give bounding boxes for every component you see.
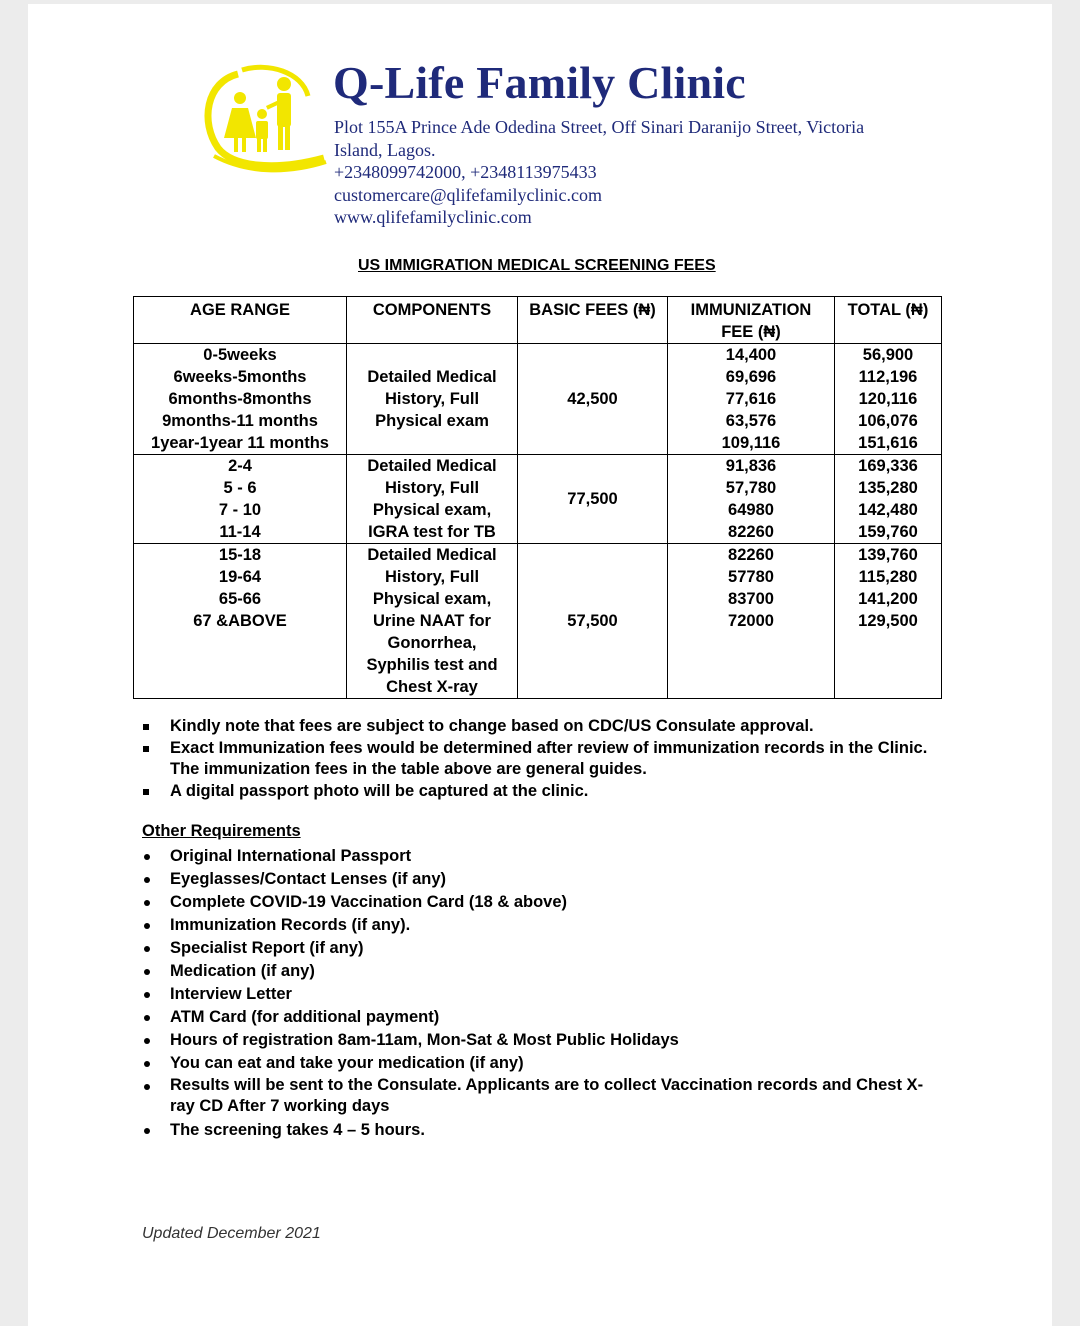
requirement-text: Medication (if any) [170,962,315,980]
table-row [134,544,942,567]
age-cell: 19-64 [134,566,347,588]
contact-block [334,116,954,229]
requirement-text: Specialist Report (if any) [170,939,364,957]
square-bullet-icon [143,724,149,730]
age-range-header: AGE RANGE [134,297,347,344]
age-cell: 1year-1year 11 months [134,432,347,455]
square-bullet-icon [143,746,149,752]
address-line-1: Plot 155A Prince Ade Odedina Street, Off Sinari Daranijo Street, Victoria [334,117,865,137]
requirement-text: Interview Letter [170,985,292,1003]
total-cell: 120,116 [835,388,942,410]
age-cell: 65-66 [134,588,347,610]
total-cell: 169,336 [835,455,942,478]
note-text: Exact Immunization fees would be determined after review of immunization records in the Clinic. The immunization fees in the table above are general guides. [170,738,928,778]
note-text: Kindly note that fees are subject to change based on CDC/US Consulate approval. [170,717,814,735]
list-item [140,891,930,914]
total-cell: 56,900 [835,344,942,367]
email-address: customercare@qlifefamilyclinic.com [334,184,602,205]
total-cell: 159,760 [835,521,942,544]
component-line: Gonorrhea, [387,634,477,652]
immunization-fee-header [668,297,835,344]
requirement-text: ATM Card (for additional payment) [170,1008,440,1026]
basic-fees-header: BASIC FEES (₦) [518,297,668,344]
bullet-icon [144,992,150,998]
total-cell: 129,500 [835,610,942,632]
immunization-cell: 64980 [668,499,835,521]
website-url: www.qlifefamilyclinic.com [334,207,532,227]
updated-date: Updated December 2021 [142,1225,321,1242]
bullet-icon [144,1061,150,1067]
immunization-cell: 83700 [668,588,835,610]
component-line: History, Full [384,479,480,497]
bullet-icon [144,854,150,860]
bullet-icon [144,1128,150,1134]
total-cell: 139,760 [835,544,942,567]
fees-table [133,296,942,699]
document-title: US IMMIGRATION MEDICAL SCREENING FEES [358,257,716,274]
age-cell: 6weeks-5months [134,366,347,388]
component-line: Detailed Medical [367,368,497,386]
list-item [140,868,930,891]
total-cell: 142,480 [835,499,942,521]
immunization-cell: 57,780 [668,477,835,499]
empty-cell [835,632,942,699]
component-line: Urine NAAT for [373,612,491,630]
component-line: History, Full [384,568,480,586]
total-cell: 135,280 [835,477,942,499]
requirement-text: Original International Passport [170,847,412,865]
list-item [140,716,930,738]
list-item [140,845,930,868]
immunization-cell: 69,696 [668,366,835,388]
components-cell [347,344,518,455]
list-item [140,738,930,781]
component-line: Chest X-ray [386,678,478,696]
total-cell: 115,280 [835,566,942,588]
list-item [140,781,930,803]
component-line: Syphilis test and [366,656,498,674]
immunization-cell: 57780 [668,566,835,588]
component-line: Physical exam, [372,501,492,519]
requirement-text: Hours of registration 8am-11am, Mon-Sat & Most Public Holidays [170,1031,679,1049]
age-cell: 15-18 [134,544,347,567]
total-cell: 112,196 [835,366,942,388]
phone-numbers: +2348099742000, +2348113975433 [334,162,597,182]
bullet-icon [144,1015,150,1021]
components-cell [347,544,518,699]
square-bullet-icon [143,789,149,795]
age-cell: 7 - 10 [134,499,347,521]
age-cell: 9months-11 months [134,410,347,432]
basic-fee-cell: 42,500 [518,344,668,455]
address-line-2: Island, Lagos. [334,139,436,160]
component-line: Physical exam [375,412,489,430]
age-cell: 67 &ABOVE [134,610,347,632]
requirement-text: The screening takes 4 – 5 hours. [170,1121,425,1139]
empty-cell [134,632,347,699]
age-cell: 6months-8months [134,388,347,410]
immunization-cell: 72000 [668,610,835,632]
list-item [140,983,930,1006]
table-header-row [134,297,942,344]
total-cell: 106,076 [835,410,942,432]
list-item [140,1006,930,1029]
age-cell: 0-5weeks [134,344,347,367]
immunization-cell: 82260 [668,544,835,567]
requirement-text: Immunization Records (if any). [170,916,411,934]
other-requirements-heading: Other Requirements [142,822,301,840]
component-line: Physical exam, [372,590,492,608]
fee-notes-list [140,716,930,802]
immunization-header-line2: FEE (₦) [721,323,781,341]
immunization-cell: 77,616 [668,388,835,410]
empty-cell [668,632,835,699]
list-item [140,1052,930,1075]
requirements-list [140,845,930,1142]
component-line: Detailed Medical [367,457,497,475]
basic-fee-cell: 57,500 [518,544,668,699]
component-line: History, Full [384,390,480,408]
age-cell: 11-14 [134,521,347,544]
immunization-header-line1: IMMUNIZATION [690,301,812,319]
list-item [140,1119,930,1142]
component-line: Detailed Medical [367,546,497,564]
requirement-text: Complete COVID-19 Vaccination Card (18 & above) [170,893,568,911]
table-row [134,344,942,367]
bullet-icon [144,900,150,906]
requirement-text: Eyeglasses/Contact Lenses (if any) [170,870,447,888]
immunization-cell: 109,116 [668,432,835,455]
bullet-icon [144,877,150,883]
components-cell [347,455,518,544]
immunization-cell: 91,836 [668,455,835,478]
age-cell: 2-4 [134,455,347,478]
components-header: COMPONENTS [347,297,518,344]
list-item [140,960,930,983]
age-cell: 5 - 6 [134,477,347,499]
total-cell: 141,200 [835,588,942,610]
clinic-name: Q-Life Family Clinic [333,57,746,108]
immunization-cell: 82260 [668,521,835,544]
component-line: IGRA test for TB [368,523,496,541]
basic-fee-cell: 77,500 [518,455,668,544]
bullet-icon [144,1084,150,1090]
immunization-cell: 14,400 [668,344,835,367]
bullet-icon [144,946,150,952]
bullet-icon [144,923,150,929]
total-cell: 151,616 [835,432,942,455]
list-item [140,1029,930,1052]
bullet-icon [144,969,150,975]
requirement-text: You can eat and take your medication (if any) [170,1054,524,1072]
list-item [140,1075,930,1117]
bullet-icon [144,1038,150,1044]
requirement-text: Results will be sent to the Consulate. Applicants are to collect Vaccination records and Chest X-ray CD After 7 working days [170,1076,924,1115]
list-item [140,914,930,937]
family-logo-icon [198,62,330,174]
table-row [134,455,942,478]
list-item [140,937,930,960]
note-text: A digital passport photo will be captured at the clinic. [170,781,589,800]
immunization-cell: 63,576 [668,410,835,432]
total-header: TOTAL (₦) [835,297,942,344]
